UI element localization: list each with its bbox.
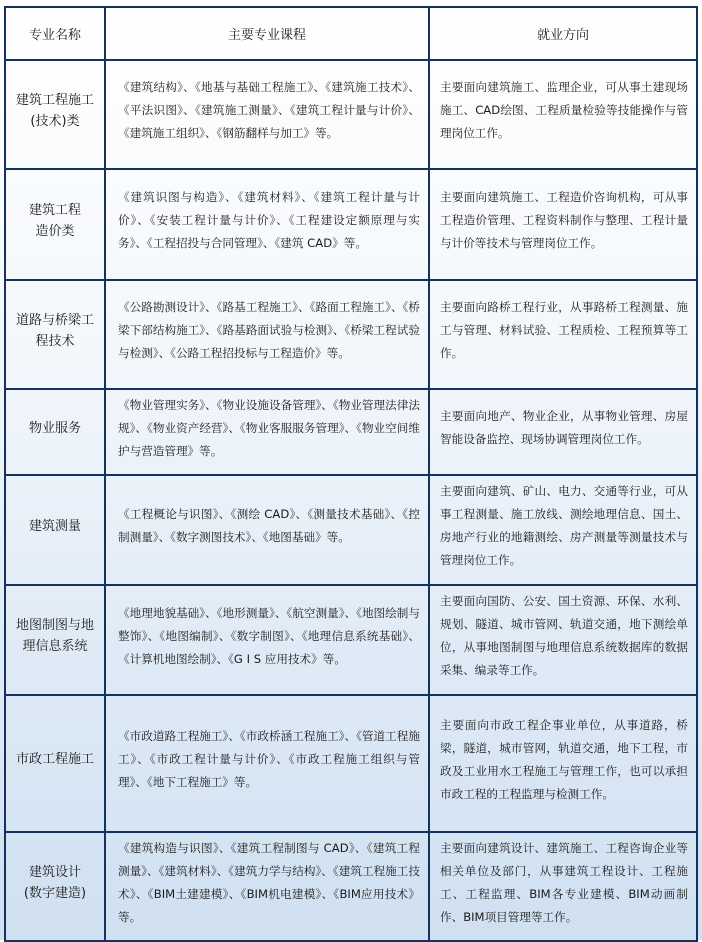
courses-cell	[105, 60, 429, 169]
major-name-line2: (技术)类	[30, 113, 80, 129]
major-name-cell	[5, 60, 105, 169]
courses-text: 《公路勘测设计》、《路基工程施工》、《路面工程施工》、《桥梁下部结构施工》、《路基路面试验与检测》、《桥梁工程试验与检测》、《公路工程招投标与工程造价》等。	[118, 300, 420, 360]
career-cell	[429, 60, 697, 169]
courses-text: 《物业管理实务》、《物业设施设备管理》、《物业管理法律法规》、《物业资产经营》、《物业客服服务管理》、《物业空间维护与营造管理》等。	[118, 397, 420, 458]
major-name-cell	[5, 169, 105, 280]
career-text: 主要面向市政工程企事业单位，从事道路，桥梁，隧道，城市管网，轨道交通，地下工程，市政及工业用水工程施工与管理工作，也可以承担市政工程的工程监理与检测工作。	[440, 717, 688, 801]
career-text: 主要面向国防、公安、国土资源、环保、水利、规划、隧道、城市管网、轨道交通，地下测绘单位，从事地图制图与地理信息系统数据库的数据采集、编录等工作。	[440, 594, 688, 677]
courses-cell	[105, 832, 429, 941]
major-name-line1: 建筑工程	[28, 202, 81, 218]
majors-table-container	[4, 6, 696, 942]
major-name-cell	[5, 389, 105, 475]
major-name-line2: 理信息系统	[22, 639, 88, 654]
courses-text: 《建筑结构》、《地基与基础工程施工》、《建筑施工技术》、《平法识图》、《建筑施工测量》、《建筑工程计量与计价》、《建筑施工组织》、《钢筋翻样与加工》等。	[118, 80, 420, 140]
career-text: 主要面向建筑施工、工程造价咨询机构，可从事工程造价管理、工程资料制作与整理、工程计量与计价等技术与管理岗位工作。	[440, 190, 688, 250]
major-name-cell	[5, 475, 105, 585]
career-cell	[429, 169, 697, 280]
header-main-courses: 主要专业课程	[105, 7, 429, 60]
table-row	[5, 60, 697, 169]
courses-text: 《市政道路工程施工》、《市政桥涵工程施工》、《管道工程施工》、《市政工程计量与计价》、《市政工程施工组织与管理》、《地下工程施工》等。	[118, 729, 420, 789]
major-name-cell	[5, 280, 105, 389]
table-header-row	[5, 7, 697, 60]
career-cell	[429, 585, 697, 695]
career-cell	[429, 832, 697, 941]
table-row	[5, 169, 697, 280]
major-name-line2: (数字建造)	[23, 885, 87, 901]
courses-cell	[105, 475, 429, 585]
courses-text: 《地理地貌基础》、《地形测量》、《航空测量》、《地图绘制与整饰》、《地图编制》、《数字制图》、《地理信息系统基础》、《计算机地图绘制》、《G I S 应用技术》等。	[118, 605, 420, 666]
major-name-line1: 道路与桥梁工	[15, 312, 94, 328]
courses-text: 《建筑识图与构造》、《建筑材料》、《建筑工程计量与计价》、《安装工程计量与计价》、《工程建设定额原理与实务》、《工程招投与合同管理》、《建筑 CAD》等。	[118, 190, 420, 250]
major-name-line1: 建筑设计	[28, 864, 81, 880]
career-cell	[429, 389, 697, 475]
courses-cell	[105, 169, 429, 280]
major-name-cell	[5, 832, 105, 941]
major-name-cell	[5, 695, 105, 832]
career-text: 主要面向建筑设计、建筑施工、工程咨询企业等相关单位及部门，从事建筑工程设计、工程施工、工程监理、BIM各专业建模、BIM动画制作、BIM项目管理等工作。	[440, 840, 688, 924]
major-name-line1: 物业服务	[28, 420, 81, 436]
table-row	[5, 475, 697, 585]
table-row	[5, 585, 697, 695]
header-major-name: 专业名称	[5, 7, 105, 60]
career-cell	[429, 695, 697, 832]
majors-table	[4, 6, 698, 942]
career-cell	[429, 475, 697, 585]
courses-cell	[105, 585, 429, 695]
courses-text: 《建筑构造与识图》、《建筑工程制图与 CAD》、《建筑工程测量》、《建筑材料》、《建筑力学与结构》、《建筑工程施工技术》、《BIM土建建模》、《BIM机电建模》、《BIM应用技术》等。	[118, 840, 420, 924]
major-name-line1: 地图制图与地	[15, 618, 94, 633]
table-row	[5, 832, 697, 941]
courses-text: 《工程概论与识图》、《测绘 CAD》、《测量技术基础》、《控制测量》、《数字测图技术》、《地图基础》等。	[118, 507, 420, 544]
courses-cell	[105, 280, 429, 389]
courses-cell	[105, 695, 429, 832]
table-row	[5, 389, 697, 475]
major-name-line1: 建筑测量	[28, 518, 81, 534]
major-name-line1: 市政工程施工	[15, 752, 94, 767]
career-text: 主要面向地产、物业企业，从事物业管理、房屋智能设备监控、现场协调管理岗位工作。	[440, 409, 688, 446]
major-name-line2: 程技术	[35, 333, 75, 349]
table-row	[5, 280, 697, 389]
career-text: 主要面向路桥工程行业，从事路桥工程测量、施工与管理、材料试验、工程质检、工程预算等工作。	[440, 300, 688, 360]
courses-cell	[105, 389, 429, 475]
career-text: 主要面向建筑施工、监理企业，可从事土建现场施工、CAD绘图、工程质量检验等技能操作与管理岗位工作。	[440, 80, 688, 140]
table-row	[5, 695, 697, 832]
career-text: 主要面向建筑、矿山、电力、交通等行业，可从事工程测量、施工放线、测绘地理信息、国土、房地产行业的地籍测绘、房产测量等测量技术与管理岗位工作。	[440, 484, 688, 567]
career-cell	[429, 280, 697, 389]
header-career-direction: 就业方向	[429, 7, 697, 60]
major-name-line1: 建筑工程施工	[15, 92, 94, 108]
major-name-line2: 造价类	[35, 223, 75, 239]
major-name-cell	[5, 585, 105, 695]
